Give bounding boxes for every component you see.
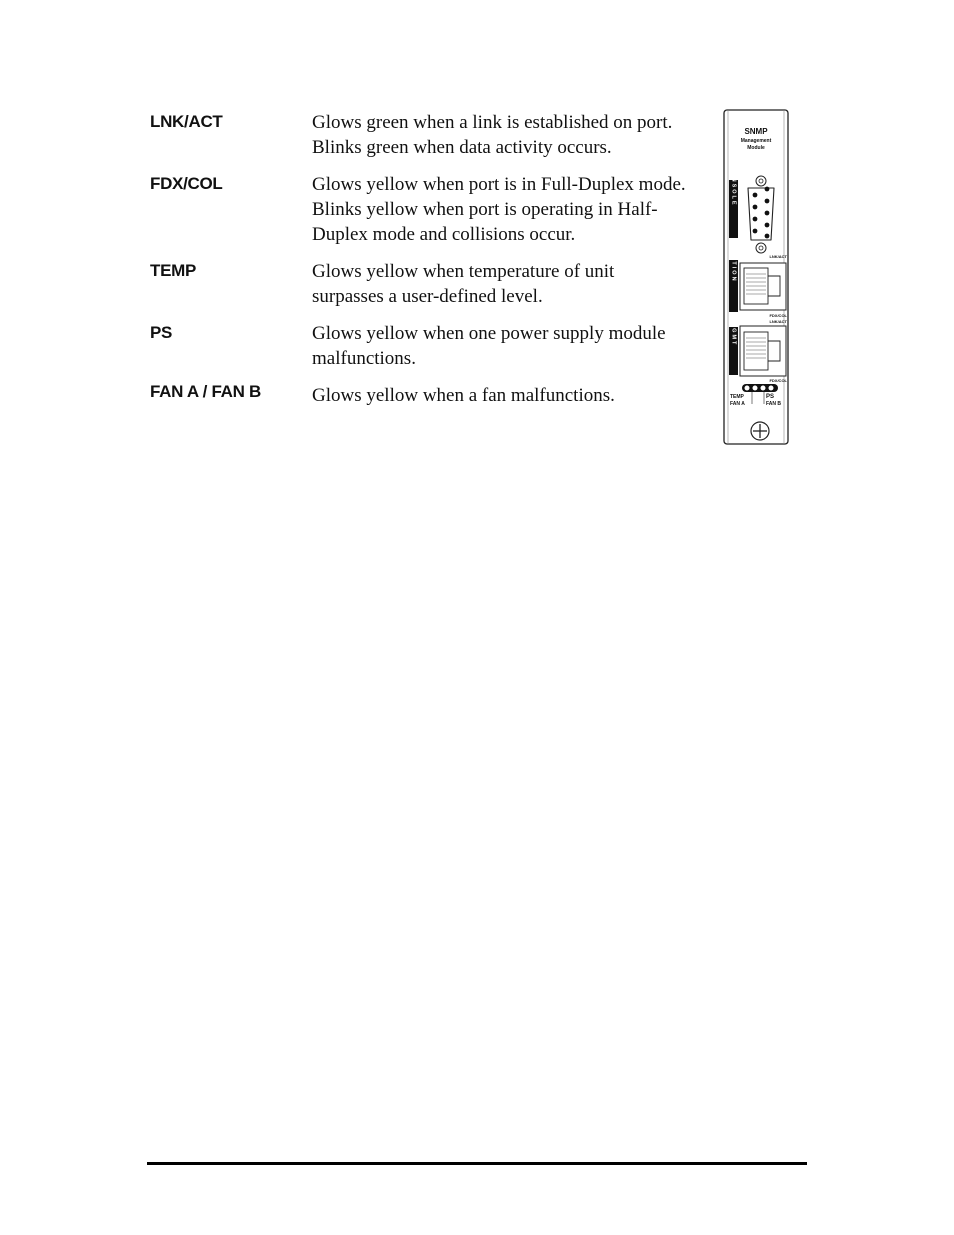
led-indicator	[769, 386, 774, 391]
connector-pin	[765, 187, 770, 192]
module-subtitle: Module	[747, 145, 765, 151]
connector-pin	[753, 205, 758, 210]
console-label: CONSOLE	[730, 165, 737, 207]
led-term: PS	[150, 323, 173, 342]
led-row-fan	[150, 383, 700, 413]
db9-console-connector	[748, 188, 774, 240]
module-title: SNMP	[744, 127, 768, 136]
lnk-act-label: LNK/ACT	[769, 319, 787, 324]
module-subtitle: Management	[740, 138, 772, 144]
snmp-module-faceplate-figure	[722, 108, 790, 446]
connector-pin	[753, 193, 758, 198]
description-line: Blinks green when data activity occurs.	[312, 137, 612, 158]
lnk-act-label: LNK/ACT	[769, 254, 787, 259]
connector-pin	[765, 199, 770, 204]
fan-b-led-label: FAN B	[766, 401, 781, 407]
led-description	[312, 321, 702, 371]
description-line: Glows yellow when temperature of unit	[312, 261, 615, 282]
led-row-ps	[150, 321, 700, 383]
led-term: TEMP	[150, 261, 197, 280]
led-term: FAN A / FAN B	[150, 382, 262, 401]
connector-pin	[753, 217, 758, 222]
led-row-lnk-act	[150, 110, 700, 172]
option-label: OPTION	[730, 249, 737, 283]
description-line: Glows green when a link is established on port.	[312, 112, 673, 133]
led-indicator	[745, 386, 750, 391]
led-description-table	[150, 110, 700, 413]
description-line: surpasses a user-defined level.	[312, 286, 543, 307]
led-description	[312, 110, 702, 160]
description-line: Duplex mode and collisions occur.	[312, 224, 576, 245]
footer-rule	[147, 1162, 807, 1165]
led-row-fdx-col	[150, 172, 700, 259]
console-screw-hole	[759, 246, 763, 250]
led-term: LNK/ACT	[150, 112, 223, 131]
description-line: Glows yellow when one power supply module	[312, 323, 666, 344]
console-screw-hole	[759, 179, 763, 183]
description-line: Glows yellow when port is in Full-Duplex mode.	[312, 174, 686, 195]
connector-pin	[753, 229, 758, 234]
led-description	[312, 259, 702, 309]
fdx-col-label: FDX/COL	[769, 313, 787, 318]
ps-led-label: PS	[766, 394, 775, 400]
led-term: FDX/COL	[150, 174, 223, 193]
fan-a-led-label: FAN A	[730, 401, 745, 407]
led-description	[312, 172, 702, 247]
description-line: Blinks yellow when port is operating in Half-	[312, 199, 658, 220]
faceplate-drawing	[722, 108, 790, 446]
description-line: malfunctions.	[312, 348, 416, 369]
connector-pin	[765, 234, 770, 239]
connector-pin	[765, 211, 770, 216]
fdx-col-label: FDX/COL	[769, 378, 787, 383]
mgmt-label: MGMT	[730, 321, 737, 347]
led-indicator	[753, 386, 758, 391]
connector-pin	[765, 223, 770, 228]
led-indicator	[761, 386, 766, 391]
led-row-temp	[150, 259, 700, 321]
temp-led-label: TEMP	[730, 394, 744, 400]
led-description	[312, 383, 702, 408]
description-line: Glows yellow when a fan malfunctions.	[312, 385, 615, 406]
